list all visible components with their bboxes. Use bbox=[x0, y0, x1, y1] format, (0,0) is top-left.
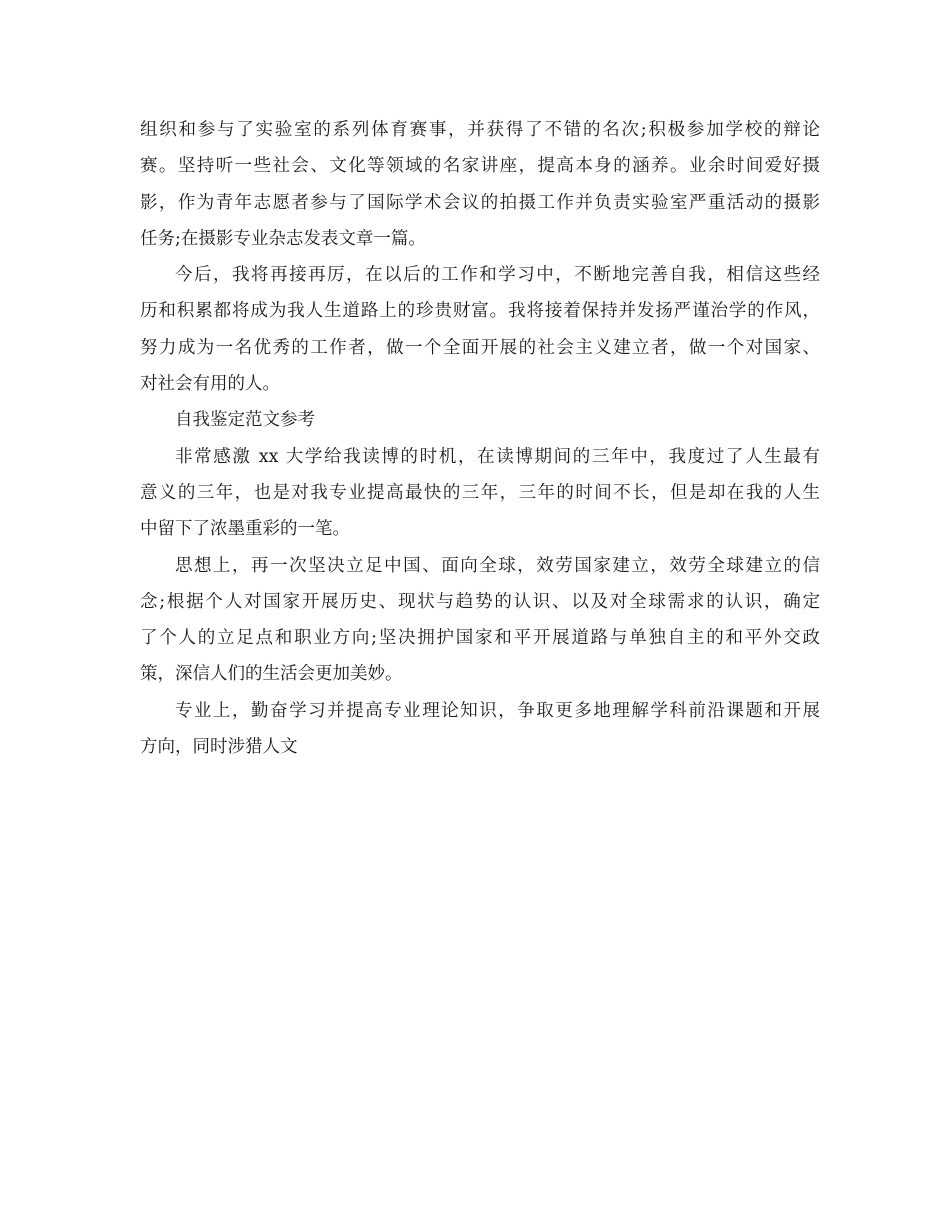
text-line: 策，深信人们的生活会更加美妙。 bbox=[140, 664, 403, 685]
text-line: 任务;在摄影专业杂志发表文章一篇。 bbox=[140, 228, 426, 249]
text-line: 组织和参与了实验室的系列体育赛事，并获得了不错的名次;积极参加学校的辩论 bbox=[140, 120, 820, 140]
text-line: 思想上，再一次坚决立足中国、面向全球，效劳国家建立，效劳全球建立的信 bbox=[175, 555, 820, 576]
text-line: 了个人的立足点和职业方向;坚决拥护国家和平开展道路与单独自主的和平外交政 bbox=[140, 628, 820, 649]
text-line: 赛。坚持听一些社会、文化等领域的名家讲座，提高本身的涵养。业余时间爱好摄 bbox=[140, 156, 820, 177]
text-line: 意义的三年，也是对我专业提高最快的三年，三年的时间不长，但是却在我的人生 bbox=[140, 482, 820, 503]
section-heading: 自我鉴定范文参考 bbox=[175, 410, 315, 431]
text-line: 中留下了浓墨重彩的一笔。 bbox=[140, 519, 350, 540]
text-line: 今后，我将再接再厉，在以后的工作和学习中，不断地完善自我，相信这些经 bbox=[175, 265, 820, 286]
text-line: 影，作为青年志愿者参与了国际学术会议的拍摄工作并负责实验室严重活动的摄影 bbox=[140, 192, 820, 213]
text-line: 历和积累都将成为我人生道路上的珍贵财富。我将接着保持并发扬严谨治学的作风， bbox=[140, 301, 820, 322]
text-line: 方向，同时涉猎人文 bbox=[140, 737, 298, 758]
text-line: 非常感激 xx 大学给我读博的时机，在读博期间的三年中，我度过了人生最有 bbox=[175, 446, 820, 467]
document-body bbox=[140, 112, 820, 765]
text-line: 对社会有用的人。 bbox=[140, 374, 280, 395]
text-line: 努力成为一名优秀的工作者，做一个全面开展的社会主义建立者，做一个对国家、 bbox=[140, 337, 820, 358]
text-line: 念;根据个人对国家开展历史、现状与趋势的认识、以及对全球需求的认识，确定 bbox=[140, 591, 820, 612]
text-line: 专业上，勤奋学习并提高专业理论知识，争取更多地理解学科前沿课题和开展 bbox=[175, 700, 820, 721]
